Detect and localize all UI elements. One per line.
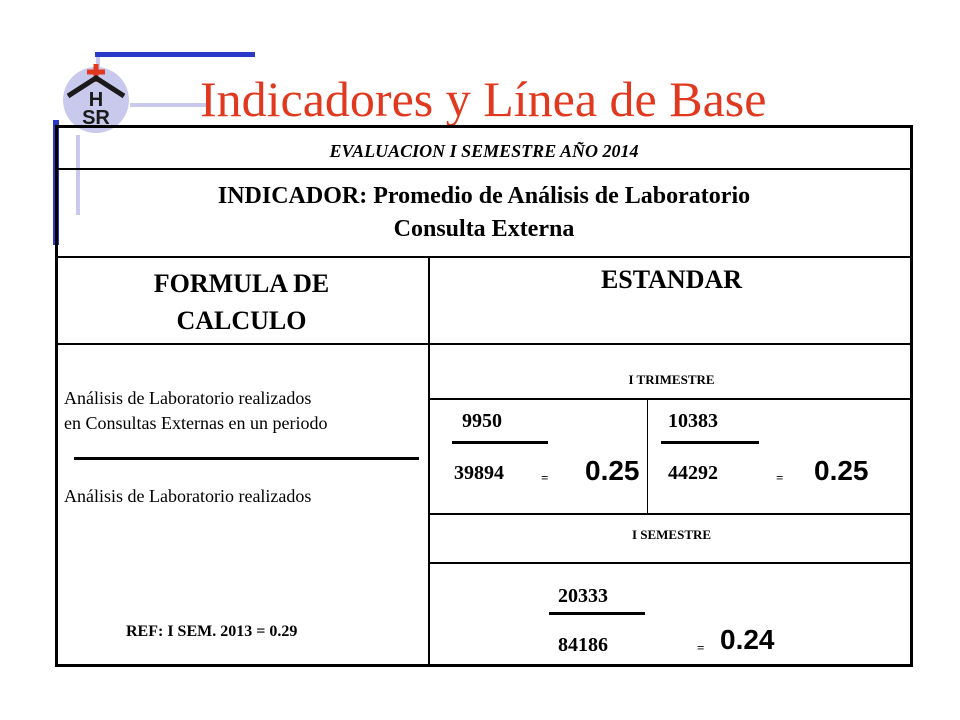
table-header: EVALUACION I SEMESTRE AÑO 2014 <box>329 141 639 161</box>
svg-text:SR: SR <box>82 107 110 129</box>
column-header-formula-line1: FORMULA DE <box>153 269 330 298</box>
accent-bar-top-2 <box>130 103 210 107</box>
formula-fraction-bar <box>74 457 419 460</box>
reference-value: REF: I SEM. 2013 = 0.29 <box>126 623 298 640</box>
column-divider <box>428 256 430 667</box>
formula-numerator <box>64 386 424 436</box>
trimester-right-result: 0.25 <box>814 455 869 486</box>
column-header-formula <box>55 265 428 339</box>
indicator-name-line2: Consulta Externa <box>393 216 575 242</box>
column-divider <box>647 398 648 513</box>
trimester-label: I TRIMESTRE <box>628 372 715 387</box>
row-divider <box>428 513 913 515</box>
row-divider <box>428 398 913 400</box>
trimester-left-denominator: 39894 <box>454 462 504 484</box>
row-divider <box>55 168 913 170</box>
column-header-standard: ESTANDAR <box>600 265 743 294</box>
trimester-left-equals: = <box>541 470 549 485</box>
trimester-right-numerator: 10383 <box>668 410 718 432</box>
slide-title: Indicadores y Línea de Base <box>200 71 767 127</box>
trimester-left-fraction-bar <box>452 441 548 444</box>
semester-result: 0.24 <box>720 624 775 655</box>
trimester-right-fraction-bar <box>661 441 759 444</box>
trimester-right-denominator: 44292 <box>668 462 718 484</box>
semester-fraction-bar <box>549 612 645 615</box>
trimester-left-result: 0.25 <box>585 455 640 486</box>
row-divider <box>428 562 913 564</box>
indicator-label: INDICADOR: <box>217 183 368 209</box>
row-divider <box>55 256 913 258</box>
semester-equals: = <box>697 640 705 655</box>
formula-numerator-line2: en Consultas Externas en un periodo <box>64 413 328 433</box>
column-header-formula-line2: CALCULO <box>176 306 307 335</box>
trimester-right-equals: = <box>776 470 784 485</box>
row-divider <box>55 343 913 345</box>
semester-denominator: 84186 <box>558 634 608 656</box>
trimester-left-numerator: 9950 <box>462 410 502 432</box>
accent-bar-top <box>95 52 255 57</box>
semester-numerator: 20333 <box>558 585 608 607</box>
formula-denominator: Análisis de Laboratorio realizados <box>64 486 312 506</box>
formula-numerator-line1: Análisis de Laboratorio realizados <box>64 388 312 408</box>
svg-text:H: H <box>88 89 104 111</box>
semester-label: I SEMESTRE <box>631 527 712 542</box>
indicator-name-line1: Promedio de Análisis de Laboratorio <box>373 183 751 209</box>
indicator-title <box>55 180 913 246</box>
